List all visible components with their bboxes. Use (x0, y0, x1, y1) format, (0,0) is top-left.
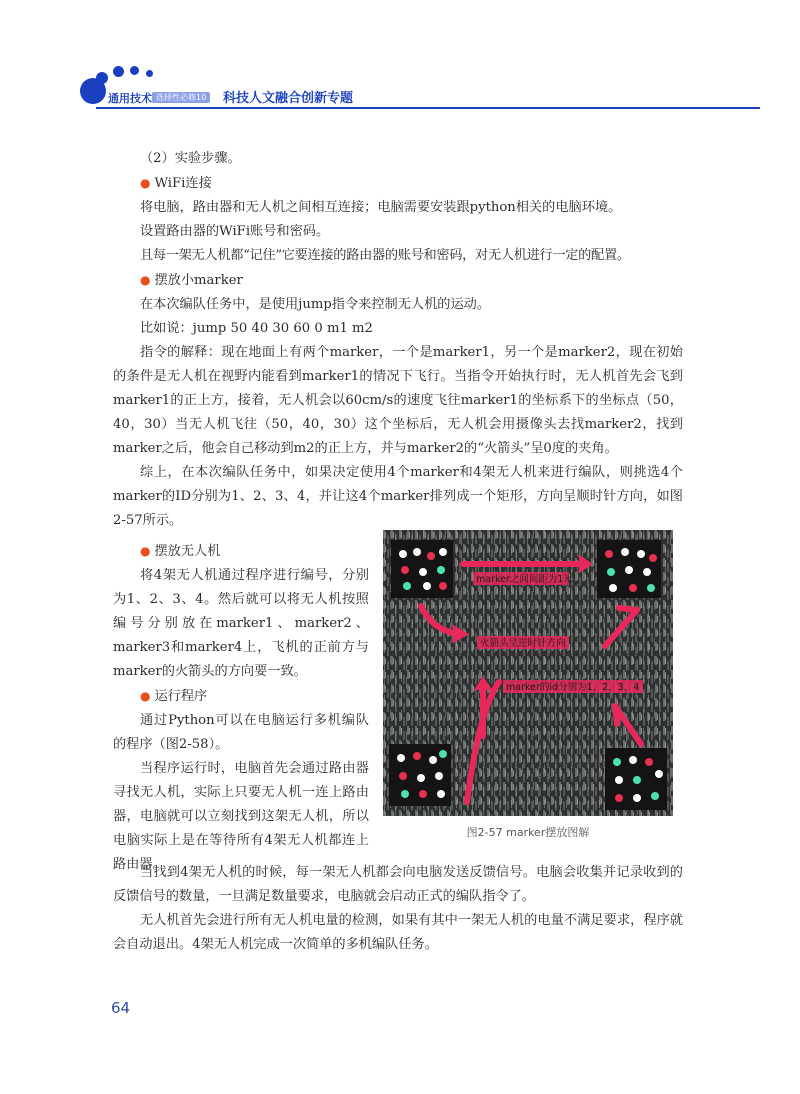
run-paragraph: 当程序运行时，电脑首先会通过路由器寻找无人机，实际上只要无人机一连上路由器，电脑就可以立刻找到这架无人机，所以电脑实际上是在等待所有4架无人机都连上路由器。 (113, 761, 369, 872)
marker-tile-bottom-right (605, 748, 667, 810)
series-name: 通用技术 (108, 92, 152, 105)
marker-line: 在本次编队任务中，是使用jump指令来控制无人机的运动。 (140, 297, 491, 312)
marker-tile-top-right (597, 540, 661, 598)
header-dot (96, 72, 108, 84)
feedback-paragraph: 当找到4架无人机的时候，每一架无人机都会向电脑发送反馈信号。电脑会收集并记录收到的反馈信号的数量，一旦满足数量要求，电脑就会启动正式的编队指令了。 (113, 865, 683, 904)
marker-tile-top-left (391, 540, 453, 598)
marker-figure-graphic (383, 530, 673, 816)
marker-paragraph: 指令的解释：现在地面上有两个marker，一个是marker1，另一个是marker2，现在初始的条件是无人机在视野内能看到marker1的情况下飞行。当指令开始执行时，无人机首先会飞到marker1的正上方，接着，无人机会以60cm/s的速度飞往marker1的坐标系下的坐标点（50，40，30）当无人机飞往（50，40，30）这个坐标后，无人机会用摄像头去找marker2，找到marker之后，他会自己移动到m2的正上方，并与marker2的“火箭头”呈0度的夹角。 (113, 345, 683, 456)
header-title: 科技人文融合创新专题 (223, 91, 354, 106)
series-badge: 选择性必修10 (152, 92, 210, 103)
page-number: 64 (111, 999, 131, 1017)
drones-paragraph: 将4架无人机通过程序进行编号，分别为1、2、3、4。然后就可以将无人机按照编号分别放在marker1、marker2、marker3和marker4上，飞机的正前方与marker的火箭头的方向要一致。 (113, 568, 369, 679)
wifi-line: 设置路由器的WiFi账号和密码。 (140, 224, 330, 239)
section-heading-run: ● 运行程序 (113, 684, 369, 709)
section-heading-drones: ● 摆放无人机 (113, 539, 369, 564)
run-paragraph: 通过Python可以在电脑运行多机编队的程序（图2-58）。 (113, 713, 369, 752)
bottom-text (113, 861, 683, 957)
marker-line: 比如说：jump 50 40 30 60 0 m1 m2 (140, 321, 373, 336)
figure-caption: 图2-57 marker摆放图解 (466, 826, 590, 839)
marker-paragraph: 综上，在本次编队任务中，如果决定使用4个marker和4架无人机来进行编队，则挑选4个marker的ID分别为1、2、3、4，并让这4个marker排列成一个矩形，方向呈顺时针方向，如图2-57所示。 (113, 465, 683, 528)
marker-tile-bottom-left (389, 744, 451, 806)
battery-paragraph: 无人机首先会进行所有无人机电量的检测，如果有其中一架无人机的电量不满足要求，程序就会自动退出。4架无人机完成一次简单的多机编队任务。 (113, 913, 683, 952)
left-column-text (113, 539, 369, 877)
header-dot (146, 70, 153, 77)
section-heading-marker: ● 摆放小marker (113, 268, 683, 293)
section-heading-wifi: ● WiFi连接 (113, 171, 683, 196)
label-marker-ids: marker的id分别为1，2，3，4 (506, 682, 640, 693)
label-rocket-direction: 火箭头呈逆时针方向 (480, 638, 566, 649)
header-dot (130, 66, 139, 75)
main-text (113, 147, 683, 533)
wifi-line: 且每一架无人机都“记住”它要连接的路由器的账号和密码，对无人机进行一定的配置。 (140, 248, 630, 263)
page-header (0, 0, 800, 140)
header-rule (96, 107, 760, 109)
label-spacing: marker之间间距为1米 (476, 574, 573, 585)
marker-figure (383, 530, 673, 816)
header-dot (113, 66, 124, 77)
step-heading: （2）实验步骤。 (140, 151, 241, 166)
wifi-line: 将电脑，路由器和无人机之间相互连接；电脑需要安装跟python相关的电脑环境。 (140, 200, 622, 215)
